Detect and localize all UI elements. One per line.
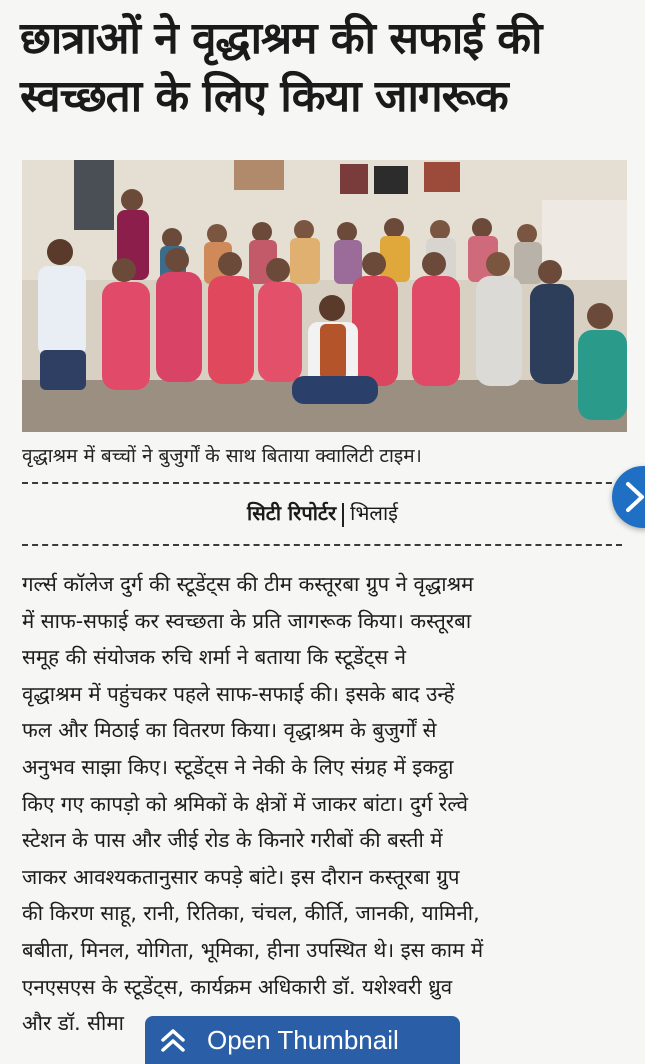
byline-reporter: सिटी रिपोर्टर (247, 501, 337, 525)
byline-location: भिलाई (350, 501, 398, 525)
body-line: वृद्धाश्रम में पहुंचकर पहले साफ-सफाई की। इसके बाद उन्हें (22, 681, 455, 706)
body-line: समूह की संयोजक रुचि शर्मा ने बताया कि स्टूडेंट्स ने (22, 645, 406, 670)
byline-separator (342, 503, 344, 527)
headline-line-2: स्वच्छता के लिए किया जागरूक (20, 71, 508, 122)
divider-top (22, 482, 622, 484)
photo-caption: वृद्धाश्रम में बच्चों ने बुजुर्गों के साथ बिताया क्वालिटी टाइम। (22, 445, 422, 467)
article-body (22, 566, 627, 1042)
open-thumbnail-button[interactable] (145, 1016, 460, 1064)
body-line: किए गए कापड़ो को श्रमिकों के क्षेत्रों में जाकर बांटा। दुर्ग रेल्वे (22, 791, 468, 816)
article-photo (22, 160, 627, 432)
body-line: में साफ-सफाई कर स्वच्छता के प्रति जागरूक किया। कस्तूरबा (22, 608, 472, 633)
divider-bottom (22, 544, 622, 546)
body-line: की किरण साहू, रानी, रितिका, चंचल, कीर्ति, जानकी, यामिनी, (22, 901, 480, 926)
headline (20, 10, 630, 126)
body-line: स्टेशन के पास और जीई रोड के किनारे गरीबों की बस्ती में (22, 828, 443, 853)
body-line: और डॉ. सीमा (22, 1011, 124, 1036)
group-photo-image (22, 160, 627, 432)
body-line: गर्ल्स कॉलेज दुर्ग की स्टूडेंट्स की टीम कस्तूरबा ग्रुप ने वृद्धाश्रम (22, 572, 474, 596)
body-line: जाकर आवश्यकतानुसार कपड़े बांटे। इस दौरान कस्तूरबा ग्रुप (22, 864, 460, 889)
body-line: एनएसएस के स्टूडेंट्स, कार्यक्रम अधिकारी डॉ. यशेश्वरी ध्रुव (22, 974, 453, 999)
open-thumbnail-label: Open Thumbnail (207, 1024, 399, 1055)
byline (0, 496, 645, 530)
chevron-right-icon (620, 481, 645, 513)
headline-line-1: छात्राओं ने वृद्धाश्रम की सफाई की (20, 13, 542, 64)
body-line: बबीता, मिनल, योगिता, भूमिका, हीना उपस्थित थे। इस काम में (22, 937, 484, 962)
body-line: फल और मिठाई का वितरण किया। वृद्धाश्रम के बुजुर्गों से (22, 718, 437, 743)
body-line: अनुभव साझा किए। स्टूडेंट्स ने नेकी के लिए संग्रह में इकट्ठा (22, 754, 454, 779)
double-chevron-up-icon (145, 1025, 201, 1055)
